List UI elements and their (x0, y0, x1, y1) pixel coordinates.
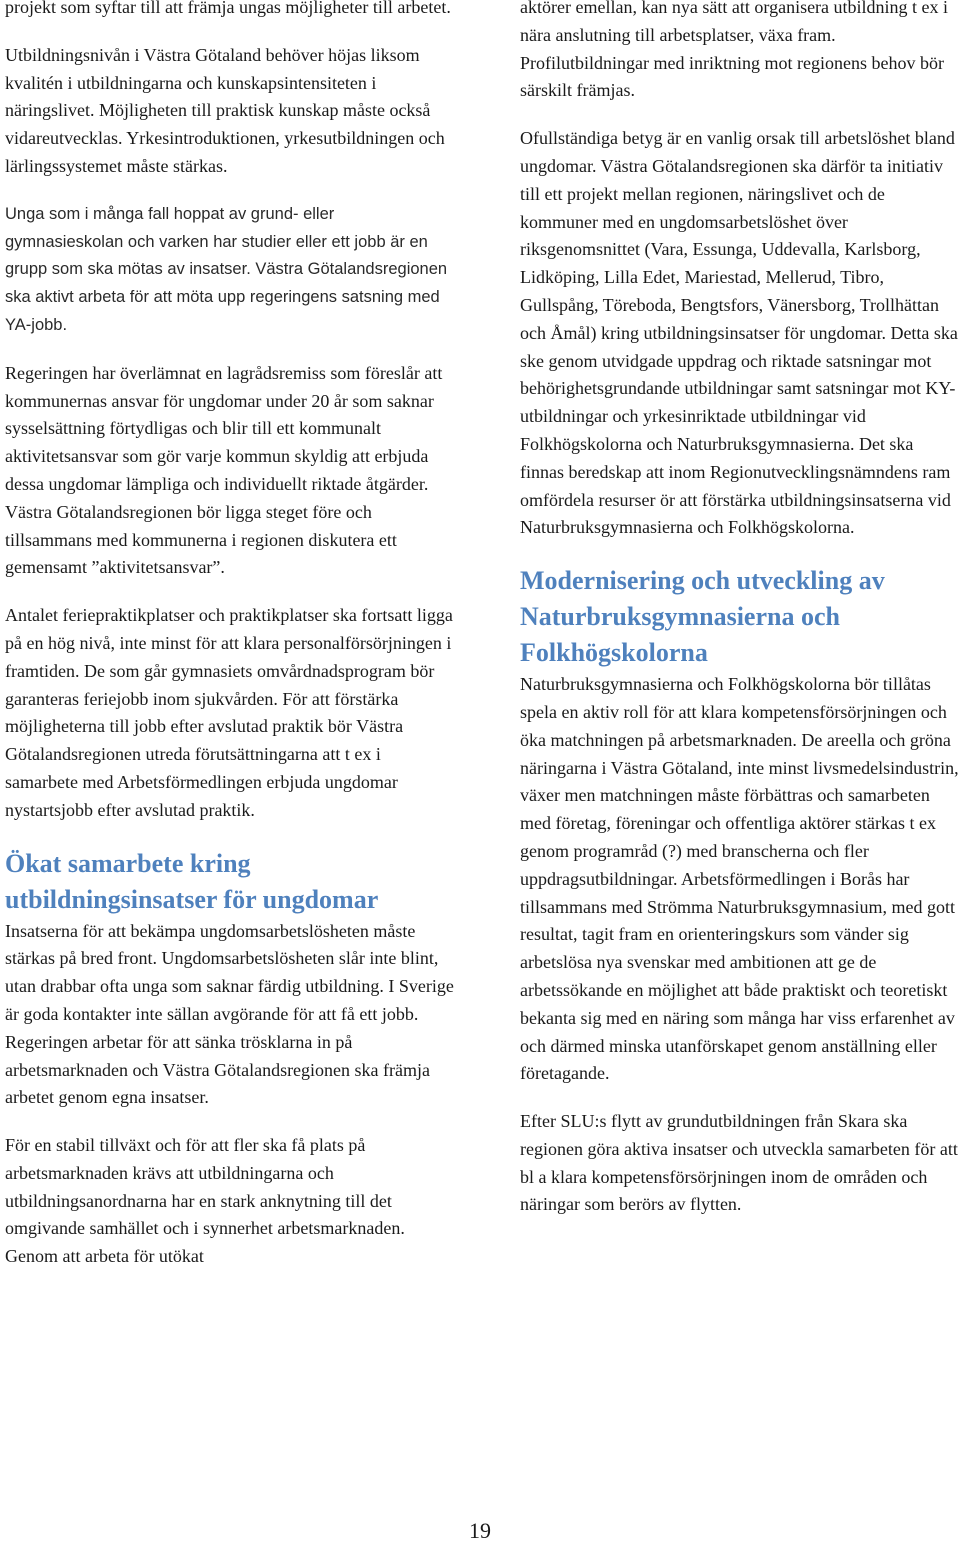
left-paragraph-4: Regeringen har överlämnat en lagrådsremiss som föreslår att kommunernas ansvar för ungdomar under 20 år som saknar sysselsättning förtydligas och blir till ett kommunalt aktivitetsansvar som gör varje kommun skyldig att erbjuda dessa ungdomar lämpliga och individuellt riktade åtgärder. Västra Götalandsregionen bör ligga steget före och tillsammans med kommunerna i regionen diskutera ett gemensamt ”aktivitetsansvar”. (5, 362, 443, 578)
left-paragraph-3: Unga som i många fall hoppat av grund- eller gymnasieskolan och varken har studier eller ett jobb är en grupp som ska mötas av insatser. Västra Götalandsregionen ska aktivt arbeta för att möta upp regeringens satsning med YA-jobb. (5, 204, 448, 334)
right-column (520, 0, 960, 1219)
right-paragraph-2: Ofullständiga betyg är en vanlig orsak till arbetslöshet bland ungdomar. Västra Götalandsregionen ska därför ta initiativ till ett projekt mellan regionen, näringslivet och de kommuner med en ungdomsarbetslöshet över riksgenomsnittet (Vara, Essunga, Uddevalla, Karlsborg, Lidköping, Lilla Edet, Mariestad, Mellerud, Tibro, Gullspång, Töreboda, Bengtsfors, Vänersborg, Trollhättan och Åmål) kring utbildningsinsatser för ungdomar. Detta ska ske genom utvidgade uppdrag och riktade satsningar mot behörighetsgrundande utbildningar samt satsningar mot KY-utbildningar och yrkesinriktade utbildningar vid Folkhögskolorna och Naturbruksgymnasierna. Det ska finnas beredskap att inom Regionutvecklingsnämndens ram omfördela resurser ör att förstärka utbildningsinsatserna vid Naturbruksgymnasierna och Folkhögskolorna. (520, 128, 958, 538)
right-paragraph-4: Efter SLU:s flytt av grundutbildningen från Skara ska regionen göra aktiva insatser och utveckla samarbeten för att bl a klara kompetensförsörjningen inom de områden och näringar som berörs av flytten. (520, 1111, 958, 1215)
right-section-heading: Modernisering och utveckling av Naturbruksgymnasierna och Folkhögskolorna (520, 566, 885, 668)
left-paragraph-2: Utbildningsnivån i Västra Götaland behöver höjas liksom kvalitén i utbildningarna och kunskapsintensiteten i näringslivet. Möjligheten till praktisk kunskap måste också vidareutvecklas. Yrkesintroduktionen, yrkesutbildningen och lärlingssystemet måste stärkas. (5, 44, 445, 176)
left-paragraph-6: Insatserna för att bekämpa ungdomsarbetslösheten måste stärkas på bred front. Ungdomsarbetslösheten slår inte blint, utan drabbar ofta unga som saknar färdig utbildning. I Sverige är goda kontakter inte sällan avgörande för att få ett jobb. Regeringen arbetar för att sänka trösklarna in på arbetsmarknaden och Västra Götalandsregionen ska främja arbetet genom egna insatser. (5, 920, 454, 1108)
right-paragraph-3: Naturbruksgymnasierna och Folkhögskolorna bör tillåtas spela en aktiv roll för att klara kompetensförsörjningen och öka matchningen på arbetsmarknaden. De areella och gröna näringarna i Västra Götaland, inte minst livsmedelsindustrin, växer men matchningen måste förbättras och samarbeten med företag, föreningar och offentliga aktörer stärkas t ex genom programråd (?) med branscherna och fler uppdragsutbildningar. Arbetsförmedlingen i Borås har tillsammans med Strömma Naturbruksgymnasium, med gott resultat, tagit fram en orienteringskurs som vänder sig arbetslösa nya svenskar med ambitionen att ge de arbetssökande en möjlighet att både praktiskt och teoretiskt bekanta sig med en näring som många har viss erfarenhet av och därmed minska utanförskapet genom anställning eller företagande. (520, 674, 959, 1084)
left-paragraph-1: projekt som syftar till att främja ungas möjligheter till arbetet. (5, 0, 451, 17)
page-number: 19 (469, 1518, 491, 1543)
left-paragraph-7: För en stabil tillväxt och för att fler ska få plats på arbetsmarknaden krävs att utbildningarna och utbildningsanordnarna har en stark anknytning till det omgivande samhället och i synnerhet arbetsmarknaden. Genom att arbeta för utökat (5, 1135, 405, 1267)
left-paragraph-5: Antalet feriepraktikplatser och praktikplatser ska fortsatt ligga på en hög nivå, inte minst för att klara personalförsörjningen i framtiden. De som går gymnasiets omvårdnadsprogram bör garanteras feriejobb inom sjukvården. För att förstärka möjligheterna till jobb efter avslutad praktik bör Västra Götalandsregionen utreda förutsättningarna att t ex i samarbete med Arbetsförmedlingen erbjuda ungdomar nystartsjobb efter avslutad praktik. (5, 605, 453, 820)
right-paragraph-1: aktörer emellan, kan nya sätt att organisera utbildning t ex i nära anslutning till arbetsplatser, växa fram. Profilutbildningar med inriktning mot regionens behov bör särskilt främjas. (520, 0, 949, 101)
left-section-heading: Ökat samarbete kring utbildningsinsatser för ungdomar (5, 848, 379, 914)
left-column (5, 0, 455, 1271)
